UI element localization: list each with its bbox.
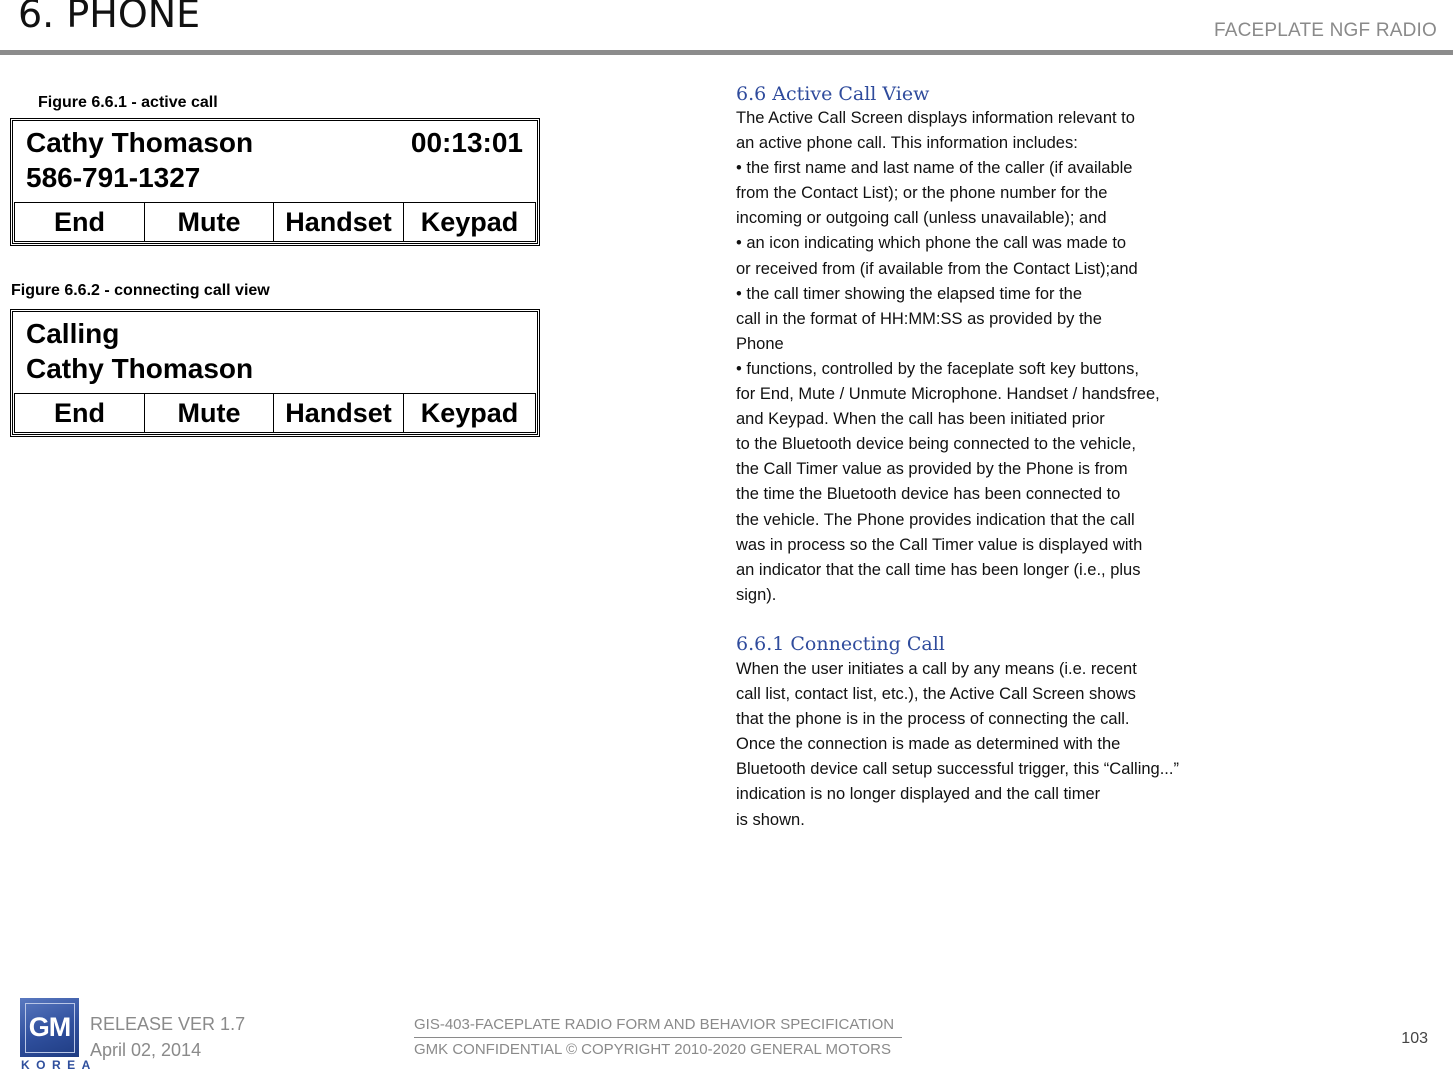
gm-logo-text: GM xyxy=(25,1003,75,1053)
paragraph-line: and Keypad. When the call has been initiated prior xyxy=(736,410,1105,429)
paragraph-line: call list, contact list, etc.), the Active Call Screen shows xyxy=(736,685,1136,704)
caller-name: Cathy Thomason xyxy=(26,353,254,384)
handset-softkey[interactable]: Handset xyxy=(274,203,404,241)
paragraph-line: for End, Mute / Unmute Microphone. Handset / handsfree, xyxy=(736,385,1160,404)
figure-caption-connecting-call: Figure 6.6.2 - connecting call view xyxy=(11,282,270,299)
softkey-bar xyxy=(14,393,536,433)
paragraph-line: the Call Timer value as provided by the Phone is from xyxy=(736,460,1128,479)
paragraph-line: • the call timer showing the elapsed time for the xyxy=(736,284,1083,303)
call-timer: 00:13:01 xyxy=(410,127,523,158)
release-version: RELEASE VER 1.7 xyxy=(90,1014,246,1034)
paragraph-line: that the phone is in the process of connecting the call. xyxy=(736,710,1130,729)
paragraph-line: The Active Call Screen displays information relevant to xyxy=(736,109,1135,127)
caller-name: Cathy Thomason xyxy=(26,127,254,158)
section-body-active-call-view xyxy=(736,106,1160,608)
softkey-bar xyxy=(14,202,536,242)
gm-logo-icon xyxy=(20,998,79,1057)
paragraph-line: • an icon indicating which phone the call was made to xyxy=(736,234,1127,253)
caller-number: 586-791-1327 xyxy=(26,162,201,193)
paragraph-line: • functions, controlled by the faceplate soft key buttons, xyxy=(736,359,1139,378)
end-softkey[interactable]: End xyxy=(15,203,145,241)
section-title-active-call-view: 6.6 Active Call View xyxy=(736,83,930,105)
paragraph-line: to the Bluetooth device being connected to the vehicle, xyxy=(736,435,1136,454)
release-date: April 02, 2014 xyxy=(90,1040,202,1060)
paragraph-line: sign). xyxy=(736,585,777,604)
calling-status: Calling xyxy=(26,318,120,349)
paragraph-line: • the first name and last name of the caller (if available xyxy=(736,159,1133,178)
keypad-softkey[interactable]: Keypad xyxy=(404,203,535,241)
mute-softkey[interactable]: Mute xyxy=(145,203,274,241)
copyright-notice: GMK CONFIDENTIAL © COPYRIGHT 2010-2020 GENERAL MOTORS xyxy=(414,1041,892,1058)
paragraph-line: an indicator that the call time has been longer (i.e., plus xyxy=(736,560,1141,579)
page-number: 103 xyxy=(1401,1030,1428,1047)
paragraph-line: Once the connection is made as determined with the xyxy=(736,735,1121,754)
connecting-call-screen xyxy=(10,309,540,437)
paragraph-line: from the Contact List); or the phone number for the xyxy=(736,184,1108,203)
paragraph-line: is shown. xyxy=(736,810,805,829)
document-label: FACEPLATE NGF RADIO xyxy=(1213,20,1437,41)
keypad-softkey[interactable]: Keypad xyxy=(404,394,535,432)
section-body-connecting-call xyxy=(736,657,1179,833)
paragraph-line: the time the Bluetooth device has been connected to xyxy=(736,485,1121,504)
paragraph-line: the vehicle. The Phone provides indication that the call xyxy=(736,510,1135,529)
figure-caption-active-call: Figure 6.6.1 - active call xyxy=(38,94,218,111)
paragraph-line: an active phone call. This information includes: xyxy=(736,134,1078,153)
spec-title: GIS-403-FACEPLATE RADIO FORM AND BEHAVIOR SPECIFICATION xyxy=(414,1013,902,1038)
paragraph-line: indication is no longer displayed and the call timer xyxy=(736,785,1101,804)
header-divider xyxy=(0,50,1453,55)
paragraph-line: call in the format of HH:MM:SS as provided by the xyxy=(736,309,1102,328)
footer-spec xyxy=(414,1013,902,1062)
end-softkey[interactable]: End xyxy=(15,394,145,432)
logo-subtitle: KOREA xyxy=(21,1058,97,1072)
handset-softkey[interactable]: Handset xyxy=(274,394,404,432)
paragraph-line: Bluetooth device call setup successful trigger, this “Calling...” xyxy=(736,760,1179,779)
paragraph-line: or received from (if available from the Contact List);and xyxy=(736,259,1138,278)
paragraph-line: When the user initiates a call by any means (i.e. recent xyxy=(736,660,1137,678)
mute-softkey[interactable]: Mute xyxy=(145,394,274,432)
paragraph-line: was in process so the Call Timer value is displayed with xyxy=(736,535,1143,554)
section-title-connecting-call: 6.6.1 Connecting Call xyxy=(736,633,945,655)
paragraph-line: Phone xyxy=(736,334,784,353)
active-call-screen xyxy=(10,118,540,246)
paragraph-line: incoming or outgoing call (unless unavailable); and xyxy=(736,209,1107,228)
page-title: 6. PHONE xyxy=(18,0,201,36)
release-info xyxy=(90,1011,245,1063)
